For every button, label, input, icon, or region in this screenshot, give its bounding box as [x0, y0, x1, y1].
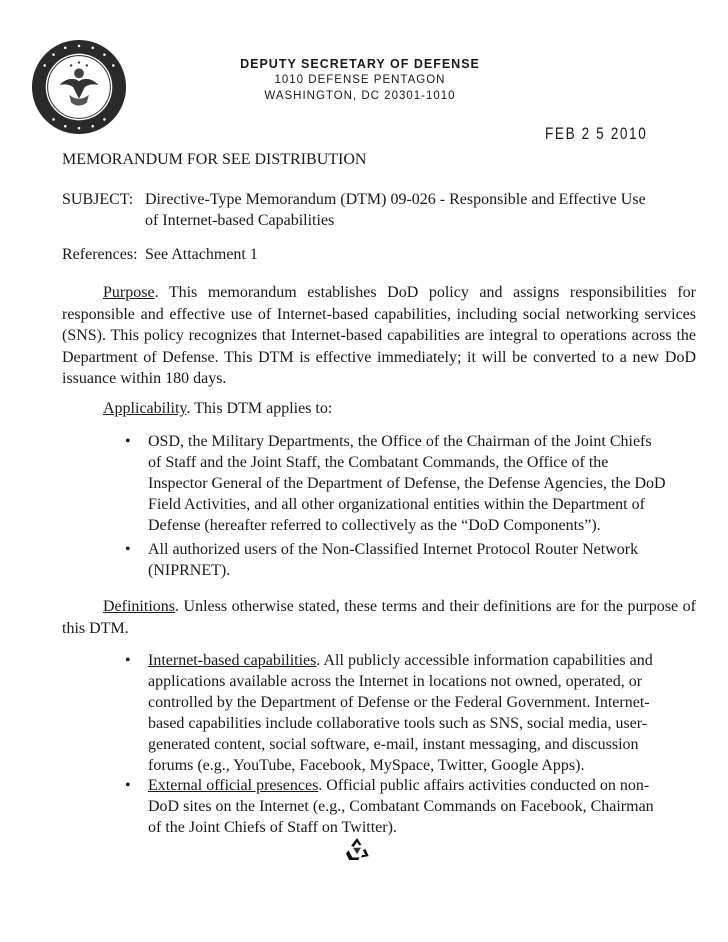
definitions-heading: Definitions [103, 598, 175, 615]
definition-item [125, 650, 668, 776]
purpose-text: . This memorandum establishes DoD policy and assigns responsibilities for responsible and effective use of Internet-based capabilities, including social networking services (SNS). This policy recognizes that Internet-based capabilities are integral to operations across the Department of Defense. This DTM is effective immediately; it will be converted to a new DoD issuance within 180 days. [62, 284, 696, 387]
references-text: See Attachment 1 [145, 246, 258, 263]
applicability-bullet-text: All authorized users of the Non-Classified Internet Protocol Router Network (NIPRNET). [148, 541, 639, 579]
definitions-text: . Unless otherwise stated, these terms and their definitions are for the purpose of this DTM. [62, 598, 696, 637]
definition-term: External official presences [148, 777, 319, 794]
subject-line-1: Directive-Type Memorandum (DTM) 09-026 - Responsible and Effective Use [145, 191, 646, 208]
applicability-bullet [125, 539, 668, 581]
applicability-bullet [125, 431, 668, 536]
applicability-text: . This DTM applies to: [186, 400, 333, 417]
bullet-dot-icon: • [125, 433, 131, 450]
subject-line-2: of Internet-based Capabilities [145, 212, 335, 229]
subject-label: SUBJECT: [62, 191, 134, 208]
letterhead-address: 1010 DEFENSE PENTAGON [274, 74, 446, 86]
applicability-bullet-text: OSD, the Military Departments, the Office of the Chairman of the Joint Chiefs of Staff and the Joint Staff, the Combatant Commands, the Office of the Inspector General of the Department of Defense, the Defense Agencies, the DoD Field Activities, and all other organizational entities within the Department of Defense (hereafter referred to collectively as the “DoD Components”). [148, 433, 666, 534]
definition-text: . Official public affairs activities conducted on non-DoD sites on the Internet (e.g., Combatant Commands on Facebook, Chairman of the Joint Chiefs of Staff on Twitter). [148, 777, 654, 836]
recycle-icon [344, 836, 370, 862]
references-label: References: [62, 246, 138, 263]
definitions-paragraph [62, 596, 696, 639]
bullet-dot-icon: • [125, 777, 131, 794]
definition-term: Internet-based capabilities [148, 652, 317, 669]
bullet-dot-icon: • [125, 652, 131, 669]
dod-seal-icon [30, 38, 128, 136]
definition-text: . All publicly accessible information capabilities and applications available across the Internet in locations not owned, operated, or controlled by the Department of Defense or the Federal Government. Internet-based capabilities include collaborative tools such as SNS, social media, user-generated content, social software, e-mail, instant messaging, and discussion forums (e.g., YouTube, Facebook, MySpace, Twitter, Google Apps). [148, 652, 653, 774]
bullet-dot-icon: • [125, 541, 131, 558]
purpose-paragraph [62, 282, 696, 390]
applicability-heading: Applicability [103, 400, 187, 417]
letterhead [160, 56, 560, 104]
date-stamp: FEB 2 5 2010 [545, 124, 648, 143]
definition-item [125, 775, 668, 838]
memo-recipient: MEMORANDUM FOR SEE DISTRIBUTION [62, 151, 367, 168]
letterhead-city: WASHINGTON, DC 20301-1010 [264, 90, 456, 102]
applicability-paragraph [103, 398, 332, 419]
letterhead-office: DEPUTY SECRETARY OF DEFENSE [240, 57, 480, 71]
purpose-heading: Purpose [103, 284, 155, 301]
